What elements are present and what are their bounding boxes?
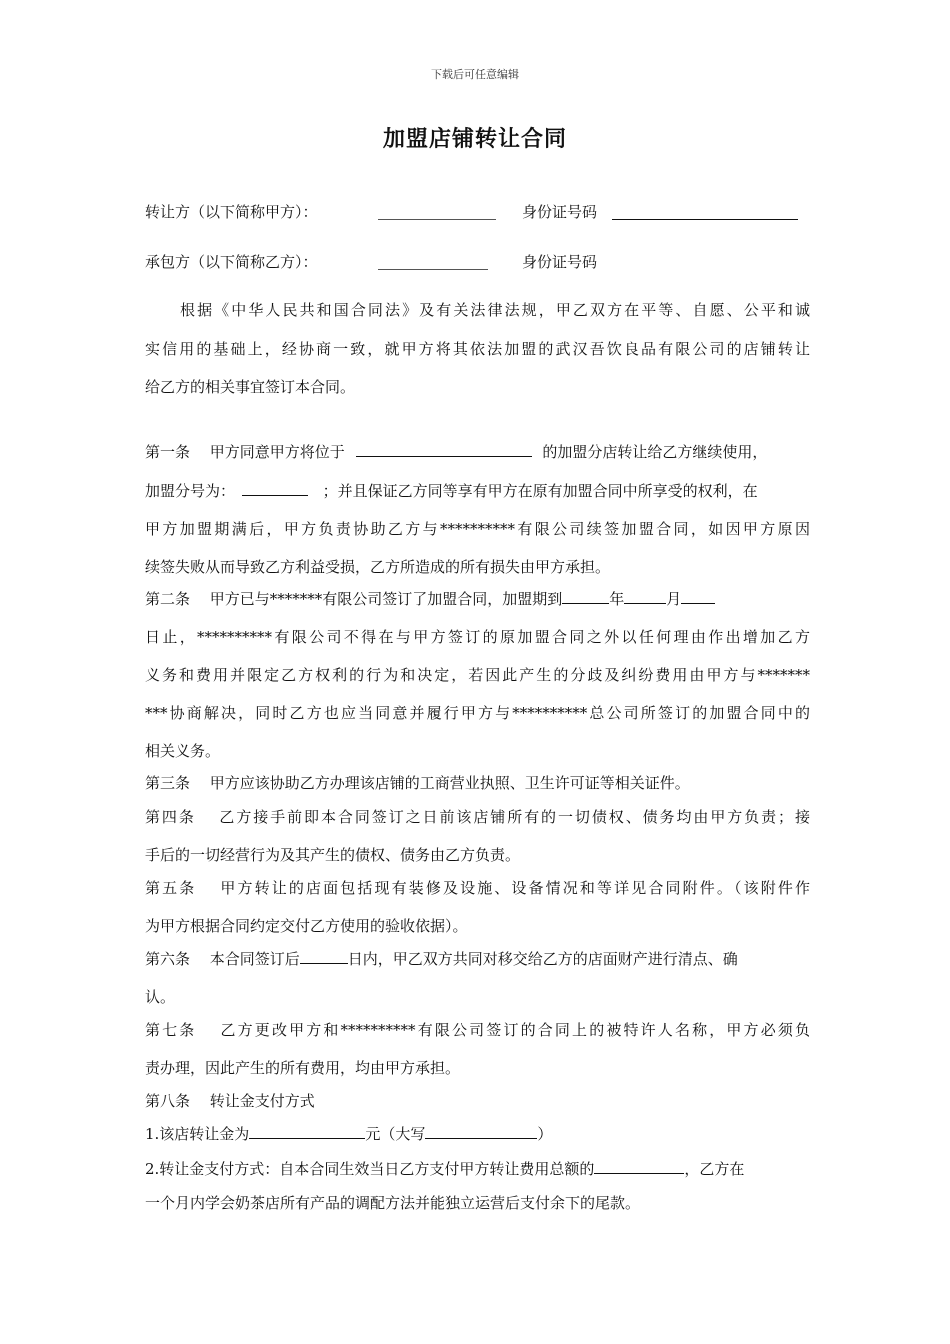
preamble-line-2: 实信用的基础上，经协商一致，就甲方将其依法加盟的武汉吾饮良品有限公司的店铺转让	[145, 340, 810, 358]
article4-line-1: 第四条 乙方接手前即本合同签订之日前该店铺所有的一切债权、债务均由甲方负责；接	[145, 808, 810, 826]
article8-item-2	[145, 1159, 810, 1179]
party-b-name-blank	[378, 269, 488, 270]
party-b-id-label: 身份证号码	[522, 253, 598, 271]
article1-text-b: 的加盟分店转让给乙方继续使用，	[542, 443, 768, 461]
article6-line-1	[145, 949, 810, 969]
party-a-id-label: 身份证号码	[522, 203, 598, 221]
article2-year-blank	[562, 589, 609, 604]
article8-item1-text-b: 元（大写	[365, 1125, 426, 1143]
article1-line-1	[145, 442, 810, 462]
article2-line-1	[145, 589, 810, 609]
article8-item-1	[145, 1124, 810, 1144]
article1-text-c: 加盟分号为：	[145, 482, 236, 500]
article8-amount-blank	[249, 1124, 365, 1139]
header-note: 下载后可任意编辑	[431, 68, 519, 81]
article1-branch-no-blank	[242, 481, 308, 496]
article8-item-2-line-2: 一个月内学会奶茶店所有产品的调配方法并能独立运营后支付余下的尾款。	[145, 1194, 641, 1212]
article1-text-a: 第一条 甲方同意甲方将位于	[145, 443, 345, 461]
article8-item1-text-c: ）	[537, 1125, 553, 1143]
preamble-line-1: 根据《中华人民共和国合同法》及有关法律法规，甲乙双方在平等、自愿、公平和诚	[180, 301, 810, 319]
article8-item2-text-a: 2.转让金支付方式：自本合同生效当日乙方支付甲方转让费用总额的	[145, 1160, 595, 1178]
article1-line-3: 甲方加盟期满后，甲方负责协助乙方与**********有限公司续签加盟合同，如因甲方原因	[145, 520, 810, 538]
article2-line-2: 日止，**********有限公司不得在与甲方签订的原加盟合同之外以任何理由作出增加乙方	[145, 628, 810, 646]
article5-line-2: 为甲方根据合同约定交付乙方使用的验收依据）。	[145, 917, 468, 935]
party-a-label: 转让方（以下简称甲方）：	[145, 203, 318, 221]
article2-line-4: ***协商解决，同时乙方也应当同意并履行甲方与**********总公司所签订的加盟合同中的	[145, 704, 810, 722]
page-title: 加盟店铺转让合同	[382, 126, 567, 152]
article6-line-2: 认。	[145, 988, 176, 1006]
article4-line-2: 手后的一切经营行为及其产生的债权、债务由乙方负责。	[145, 846, 521, 864]
article8-item2-text-b: ，乙方在	[684, 1160, 745, 1178]
preamble-line-3: 给乙方的相关事宜签订本合同。	[145, 378, 356, 396]
party-b-label: 承包方（以下简称乙方）：	[145, 253, 318, 271]
party-a-id-blank	[612, 219, 798, 220]
article7-line-2: 责办理，因此产生的所有费用，均由甲方承担。	[145, 1059, 461, 1077]
article8-item1-text-a: 1.该店转让金为	[145, 1125, 250, 1143]
article2-line-5: 相关义务。	[145, 742, 221, 760]
article2-text-a: 第二条 甲方已与*******有限公司签订了加盟合同，加盟期到	[145, 590, 563, 608]
article8-amount-words-blank	[425, 1124, 537, 1139]
article8-heading: 第八条 转让金支付方式	[145, 1092, 315, 1110]
article2-day-blank	[681, 589, 715, 604]
article7-line-1: 第七条 乙方更改甲方和**********有限公司签订的合同上的被特许人名称，甲方必须负	[145, 1021, 810, 1039]
article5-line-1: 第五条 甲方转让的店面包括现有装修及设施、设备情况和等详见合同附件。（该附件作	[145, 879, 810, 897]
article8-percent-blank	[594, 1159, 684, 1174]
article1-line-4: 续签失败从而导致乙方利益受损，乙方所造成的所有损失由甲方承担。	[145, 558, 611, 576]
article1-location-blank	[356, 442, 532, 457]
article3-line-1: 第三条 甲方应该协助乙方办理该店铺的工商营业执照、卫生许可证等相关证件。	[145, 774, 690, 792]
article6-text-a: 第六条 本合同签订后	[145, 950, 300, 968]
party-a-name-blank	[378, 219, 496, 220]
article6-days-blank	[300, 949, 348, 964]
article1-line-2	[145, 481, 810, 501]
article6-text-b: 日内，甲乙双方共同对移交给乙方的店面财产进行清点、确	[347, 950, 738, 968]
article2-month-label: 月	[666, 590, 682, 608]
article1-text-d: ；并且保证乙方同等享有甲方在原有加盟合同中所享受的权利，在	[322, 482, 758, 500]
article2-year-label: 年	[609, 590, 625, 608]
article2-line-3: 义务和费用并限定乙方权利的行为和决定，若因此产生的分歧及纠纷费用由甲方与*******	[145, 666, 810, 684]
article2-month-blank	[624, 589, 666, 604]
